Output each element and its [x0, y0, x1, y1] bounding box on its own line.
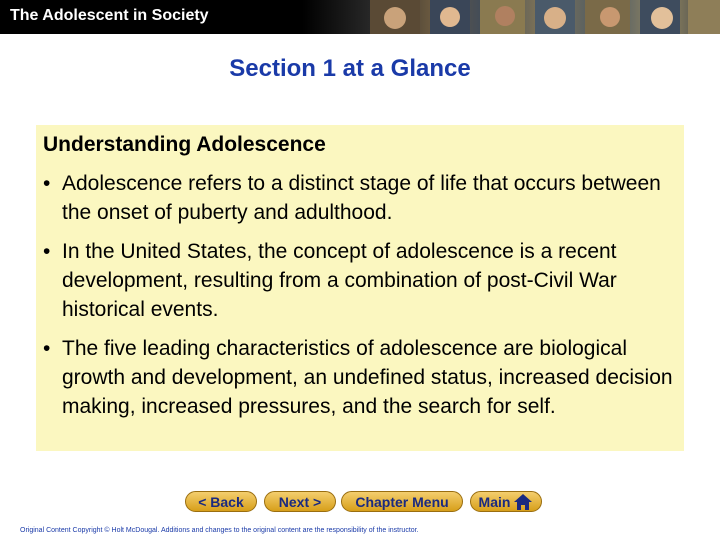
navigation-bar	[0, 491, 720, 515]
section-title: Section 1 at a Glance	[229, 55, 471, 82]
content-heading: Understanding Adolescence	[43, 133, 326, 156]
back-button[interactable]	[185, 491, 257, 512]
bullet-list	[43, 169, 675, 431]
chapter-menu-button[interactable]	[341, 491, 463, 512]
copyright-footer: Original Content Copyright © Holt McDougal. Additions and changes to the original content are the responsibility of the instructor.	[20, 527, 419, 534]
main-button[interactable]	[470, 491, 542, 512]
chapter-menu-button-label: Chapter Menu	[355, 493, 449, 510]
content-box	[36, 125, 684, 451]
bullet-item	[43, 169, 675, 227]
bullet-text: The five leading characteristics of adolescence are biological growth and development, an undefined status, increased decision making, increased pressures, and the search for self.	[62, 337, 673, 418]
house-icon	[513, 493, 533, 511]
bullet-item	[43, 334, 675, 421]
main-button-label: Main	[478, 493, 511, 510]
next-button[interactable]	[264, 491, 336, 512]
back-button-label: < Back	[198, 493, 244, 510]
header-title: The Adolescent in Society	[10, 7, 209, 24]
bullet-item	[43, 237, 675, 324]
bullet-text: In the United States, the concept of adolescence is a recent development, resulting from a combination of post-Civil War historical events.	[62, 240, 617, 321]
bullet-dot-icon: •	[43, 337, 51, 360]
bullet-text: Adolescence refers to a distinct stage of life that occurs between the onset of puberty and adulthood.	[62, 172, 661, 224]
bullet-dot-icon: •	[43, 172, 51, 195]
bullet-dot-icon: •	[43, 240, 51, 263]
header-bar	[0, 0, 720, 34]
next-button-label: Next >	[278, 493, 322, 510]
